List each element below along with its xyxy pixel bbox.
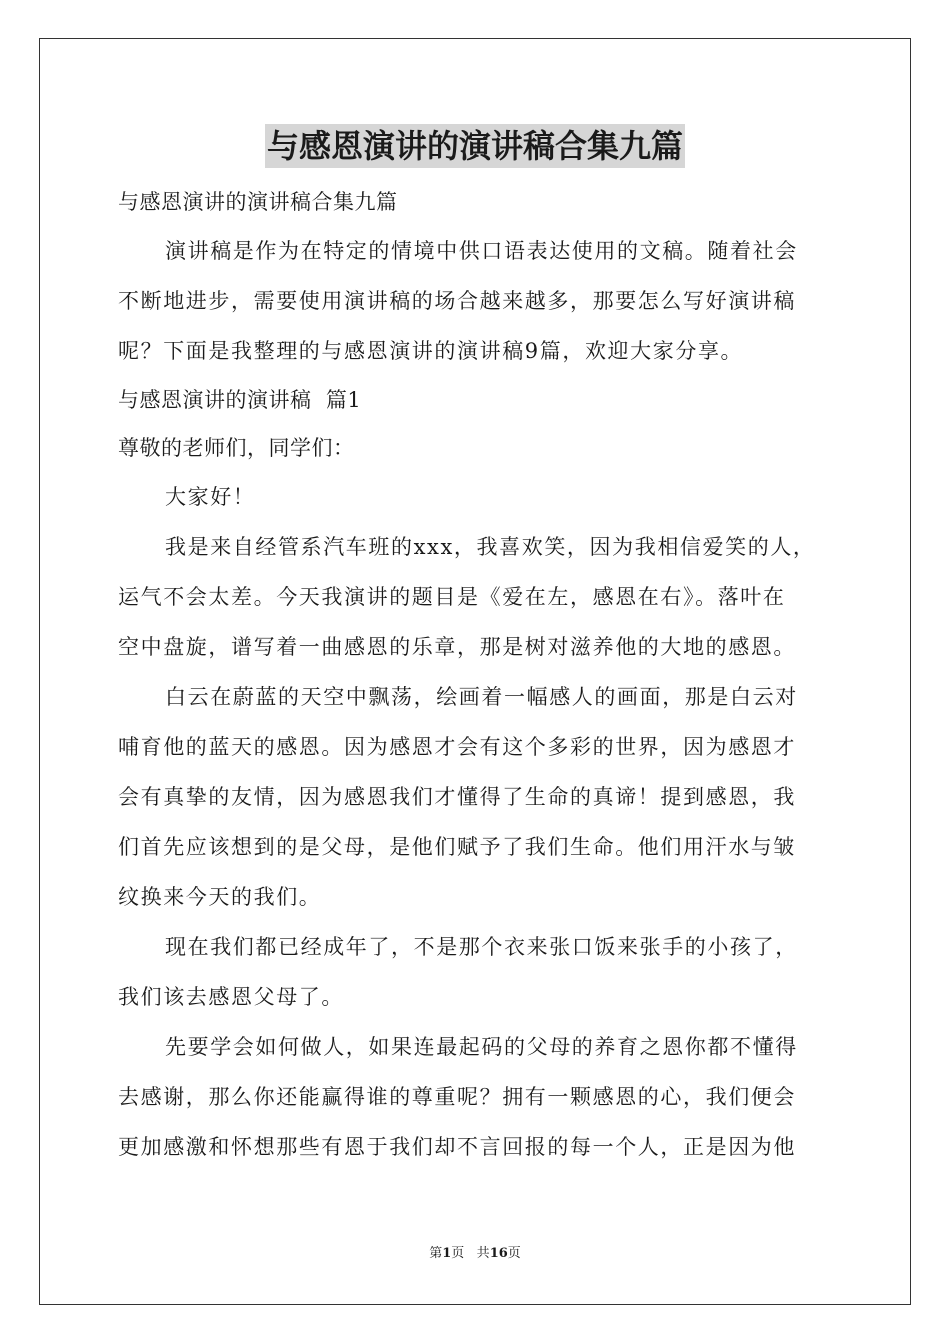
text-line: 现在我们都已经成年了，不是那个衣来张口饭来张手的小孩了， xyxy=(165,935,798,959)
text-line: 与感恩演讲的演讲稿合集九篇 xyxy=(118,190,398,214)
footer-total-prefix: 共 xyxy=(476,1246,490,1261)
text-line: 空中盘旋，谱写着一曲感恩的乐章，那是树对滋养他的大地的感恩。 xyxy=(118,635,796,659)
footer-total-pages: 16 xyxy=(489,1246,508,1261)
text-line: 我是来自经管系汽车班的xxx，我喜欢笑，因为我相信爱笑的人， xyxy=(165,535,816,559)
text-line: 会有真挚的友情，因为感恩我们才懂得了生命的真谛！提到感恩，我 xyxy=(118,785,796,809)
text-line: 呢？下面是我整理的与感恩演讲的演讲稿9篇，欢迎大家分享。 xyxy=(118,339,744,363)
text-line: 不断地进步，需要使用演讲稿的场合越来越多，那要怎么写好演讲稿 xyxy=(118,289,796,313)
text-line: 我们该去感恩父母了。 xyxy=(118,985,344,1009)
footer-page-number: 1 xyxy=(442,1246,452,1261)
text-line: 与感恩演讲的演讲稿 篇1 xyxy=(118,388,362,412)
document-body xyxy=(118,178,834,1172)
footer-page-prefix: 第 xyxy=(429,1246,443,1261)
text-line: 尊敬的老师们，同学们： xyxy=(118,436,355,460)
text-line: 纹换来今天的我们。 xyxy=(118,885,322,909)
footer-total-suffix: 页 xyxy=(507,1246,521,1261)
text-line: 哺育他的蓝天的感恩。因为感恩才会有这个多彩的世界，因为感恩才 xyxy=(118,735,796,759)
text-line: 演讲稿是作为在特定的情境中供口语表达使用的文稿。随着社会 xyxy=(165,239,798,263)
document-title: 与感恩演讲的演讲稿合集九篇 xyxy=(265,124,685,168)
title-container xyxy=(0,124,950,168)
text-line: 更加感激和怀想那些有恩于我们却不言回报的每一个人，正是因为他 xyxy=(118,1135,796,1159)
text-line: 去感谢，那么你还能赢得谁的尊重呢？拥有一颗感恩的心，我们便会 xyxy=(118,1085,796,1109)
text-line: 先要学会如何做人，如果连最起码的父母的养育之恩你都不懂得 xyxy=(165,1035,798,1059)
text-line: 运气不会太差。今天我演讲的题目是《爱在左，感恩在右》。落叶在 xyxy=(118,585,786,609)
footer-page-suffix: 页 xyxy=(451,1246,465,1261)
page-footer xyxy=(0,1245,950,1263)
text-line: 们首先应该想到的是父母，是他们赋予了我们生命。他们用汗水与皱 xyxy=(118,835,796,859)
text-line: 大家好！ xyxy=(165,485,256,509)
text-line: 白云在蔚蓝的天空中飘荡，绘画着一幅感人的画面，那是白云对 xyxy=(165,685,798,709)
